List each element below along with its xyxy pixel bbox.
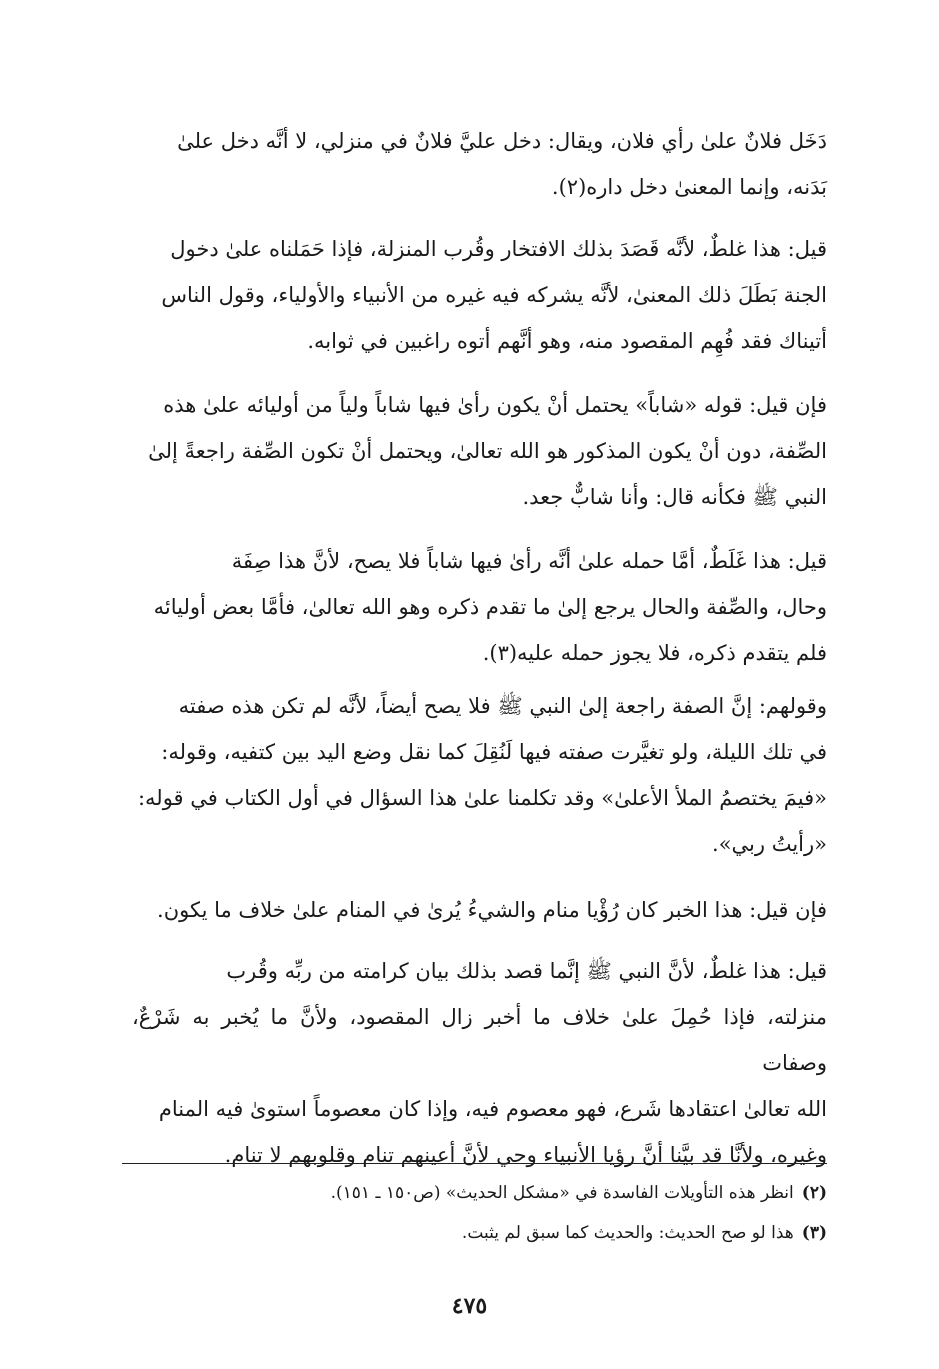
paragraph-5 — [132, 683, 827, 867]
paragraph-6 — [132, 887, 827, 933]
footnote-number: (٣) — [801, 1223, 827, 1243]
text-line: وحال، والصِّفة والحال يرجع إلىٰ ما تقدم ذكره وهو الله تعالىٰ، فأمَّا بعض أوليائه — [153, 595, 827, 619]
text-line: فإن قيل: هذا الخبر كان رُؤْيا منام والشيءُ يُرىٰ في المنام علىٰ خلاف ما يكون. — [157, 898, 827, 922]
text-line: النبي ﷺ فكأنه قال: وأنا شابٌّ جعد. — [522, 485, 827, 509]
paragraph-3 — [132, 382, 827, 520]
text-line: الجنة بَطَلَ ذلك المعنىٰ، لأنَّه يشركه فيه غيره من الأنبياء والأولياء، وقول الناس — [161, 283, 827, 307]
footnote-text: انظر هذه التأويلات الفاسدة في «مشكل الحديث» (ص١٥٠ ـ ١٥١). — [330, 1183, 794, 1203]
text-line: قيل: هذا غلطٌ، لأنَّ النبي ﷺ إنَّما قصد بذلك بيان كرامته من ربِّه وقُرب — [226, 959, 827, 983]
footnote — [132, 1220, 827, 1246]
paragraph-2 — [132, 226, 827, 364]
text-line: «فيمَ يختصمُ الملأ الأعلىٰ» وقد تكلمنا علىٰ هذا السؤال في أول الكتاب في قوله: — [137, 786, 827, 810]
text-line: فلم يتقدم ذكره، فلا يجوز حمله عليه(٣). — [482, 641, 827, 665]
paragraph-7 — [132, 948, 827, 1178]
text-line: الصِّفة، دون أنْ يكون المذكور هو الله تعالىٰ، ويحتمل أنْ تكون الصِّفة راجعةً إلىٰ — [148, 439, 827, 463]
text-line: قيل: هذا غَلَطٌ، أمَّا حمله علىٰ أنَّه رأىٰ فيها شاباً فلا يصح، لأنَّ هذا صِفَة — [231, 549, 827, 573]
text-line: بَدَنه، وإنما المعنىٰ دخل داره(٢). — [551, 175, 827, 199]
text-line: قيل: هذا غلطٌ، لأنَّه قَصَدَ بذلك الافتخار وقُرب المنزلة، فإذا حَمَلناه علىٰ دخول — [170, 237, 827, 261]
text-line: الله تعالىٰ اعتقادها شَرع، فهو معصوم فيه، وإذا كان معصوماً استوىٰ فيه المنام — [158, 1097, 827, 1121]
text-line: منزلته، فإذا حُمِلَ علىٰ خلاف ما أخبر زال المقصود، ولأنَّ ما يُخبر به شَرْعٌ، وصفات — [132, 1005, 827, 1075]
footnote-number: (٢) — [801, 1183, 827, 1203]
footnote — [132, 1180, 827, 1206]
footnote-text: هذا لو صح الحديث: والحديث كما سبق لم يثبت. — [461, 1223, 794, 1243]
footnote-divider — [122, 1163, 827, 1164]
text-line: أتيناك فقد فُهِم المقصود منه، وهو أنَّهم أتوه راغبين في ثوابه. — [307, 329, 827, 353]
paragraph-4 — [132, 538, 827, 676]
text-line: دَخَل فلانٌ علىٰ رأي فلان، ويقال: دخل عليَّ فلانٌ في منزلي، لا أنَّه دخل علىٰ — [177, 129, 827, 153]
text-line: فإن قيل: قوله «شاباً» يحتمل أنْ يكون رأىٰ فيها شاباً ولياً من أوليائه علىٰ هذه — [163, 393, 827, 417]
text-line: وقولهم: إنَّ الصفة راجعة إلىٰ النبي ﷺ فلا يصح أيضاً، لأنَّه لم تكن هذه صفته — [178, 694, 827, 718]
text-line: «رأيتُ ربي». — [712, 832, 827, 856]
text-line: وغيره، ولأنَّا قد بيَّنا أنَّ رؤيا الأنبياء وحي لأنَّ أعينهم تنام وقلوبهم لا تنام. — [224, 1143, 827, 1167]
paragraph-1 — [132, 118, 827, 210]
page-number: ٤٧٥ — [451, 1293, 488, 1319]
text-line: في تلك الليلة، ولو تغيَّرت صفته فيها لَنُقِلَ كما نقل وضع اليد بين كتفيه، وقوله: — [161, 740, 827, 764]
